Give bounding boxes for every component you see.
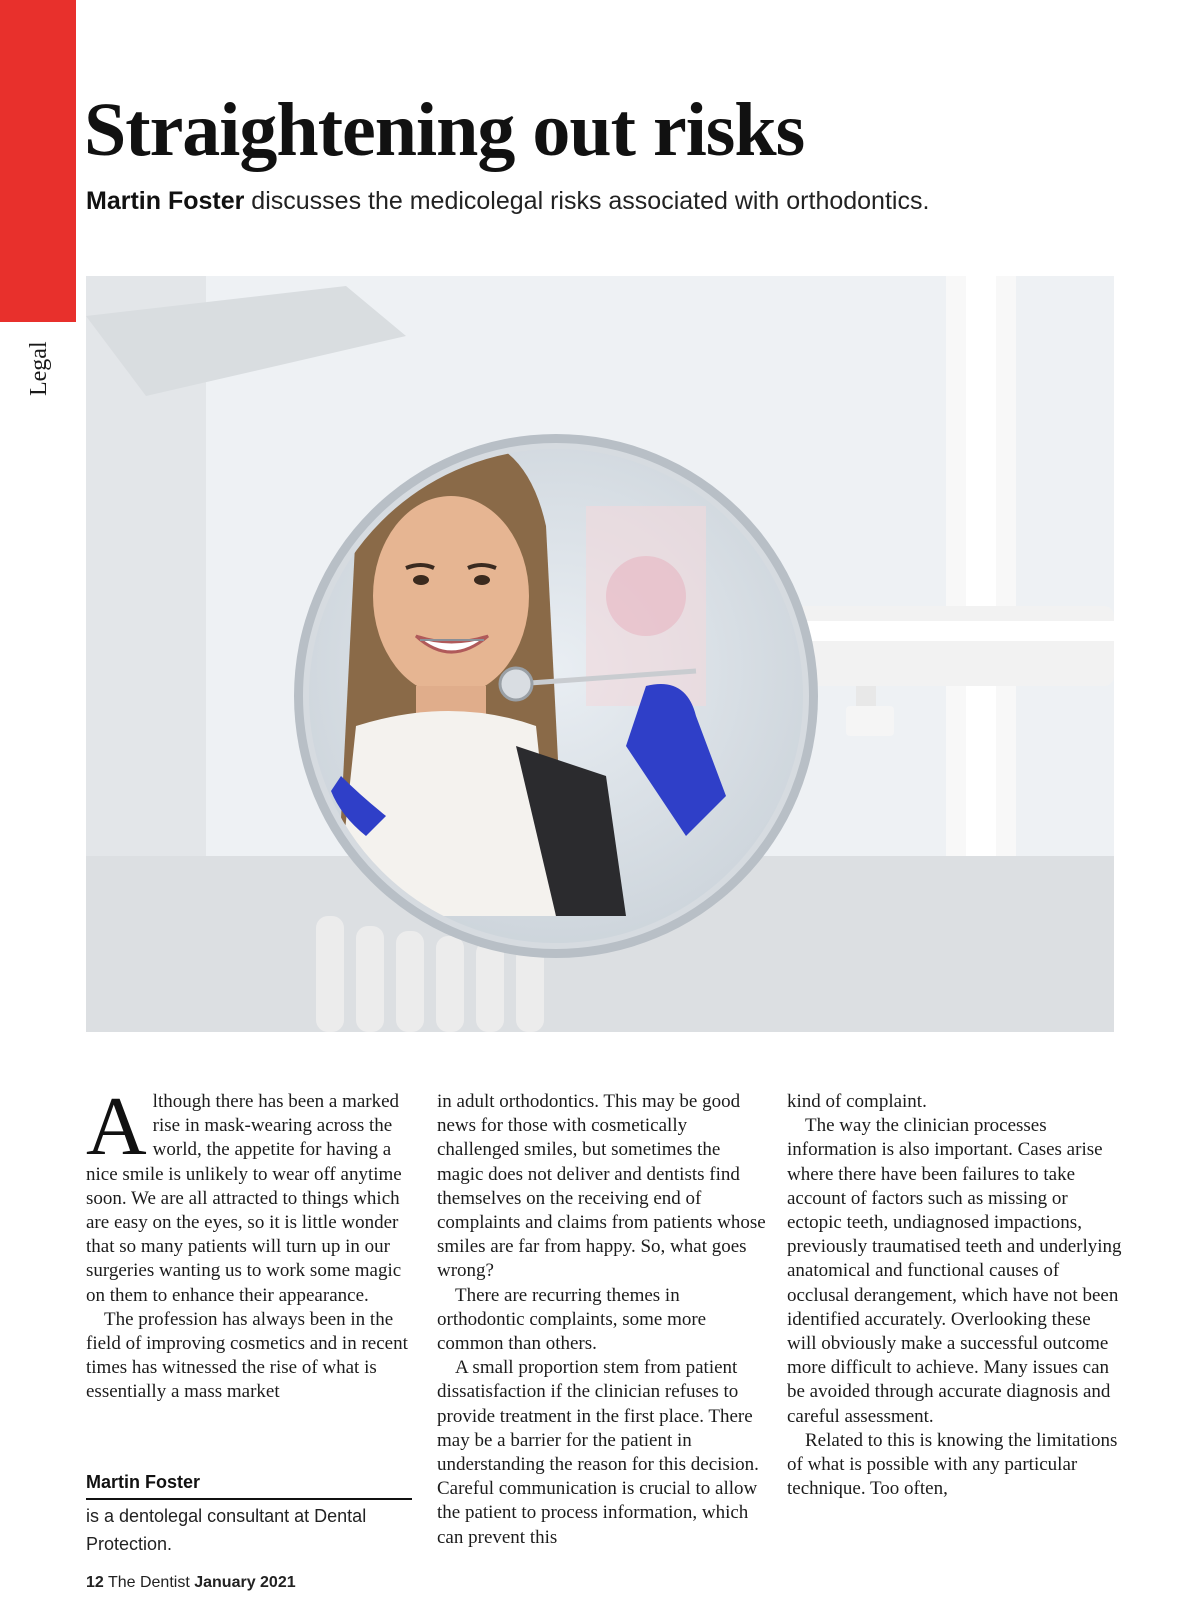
paragraph: The profession has always been in the field of improving cosmetics and in recent times has witnessed the rise of what is essentially a mass market [86,1308,408,1403]
author-bio-name: Martin Foster [86,1470,412,1500]
section-color-bar [0,0,76,322]
paragraph [86,1080,416,1308]
dental-mirror-illustration [86,276,1114,1032]
article-column-1 [86,1080,416,1405]
paragraph: kind of complaint. [787,1091,927,1112]
article-headline: Straightening out risks [84,88,805,172]
paragraph: Related to this is knowing the limitations of what is possible with any particular technique. Too often, [787,1429,1118,1500]
page-footer [86,1572,296,1594]
standfirst-text: discusses the medicolegal risks associated with orthodontics. [244,187,930,215]
paragraph: A small proportion stem from patient dissatisfaction if the clinician refuses to provide treatment in the first place. There may be a barrier for the patient in understanding the reason for this decision. Careful communication is crucial to allow the patient to process information, which can prevent this [437,1357,759,1548]
section-label: Legal [26,341,52,397]
issue-date: January 2021 [194,1574,296,1591]
paragraph: There are recurring themes in orthodontic complaints, some more common than others. [437,1284,707,1355]
standfirst [86,184,929,218]
hero-photo [86,276,1114,1032]
paragraph-text: lthough there has been a marked rise in mask-wearing across the world, the appetite for having a nice smile is unlikely to wear off anytime soon. We are all attracted to things which are easy on the eyes, so it is little wonder that so many patients will turn up in our surgeries wanting us to work some magic on them to enhance their appearance. [86,1091,402,1306]
article-column-3 [787,1090,1122,1501]
drop-cap: A [86,1080,147,1173]
publication-name: The Dentist [103,1574,195,1591]
standfirst-author: Martin Foster [86,187,245,215]
paragraph: in adult orthodontics. This may be good news for those with cosmetically challenged smiles, but sometimes the magic does not deliver and dentists find themselves on the receiving end of complaints and claims from patients whose smiles are far from happy. So, what goes wrong? [437,1091,766,1282]
paragraph: The way the clinician processes information is also important. Cases arise where there have been failures to take account of factors such as missing or ectopic teeth, undiagnosed impactions, previously traumatised teeth and underlying anatomical and functional causes of occlusal derangement, which have not been identified accurately. Overlooking these will obviously make a successful outcome more difficult to achieve. Many issues can be avoided through accurate diagnosis and careful assessment. [787,1115,1122,1427]
article-column-2 [437,1090,767,1550]
page-number: 12 [86,1574,104,1591]
author-bio-text: is a dentolegal consultant at Dental Protection. [86,1506,367,1554]
